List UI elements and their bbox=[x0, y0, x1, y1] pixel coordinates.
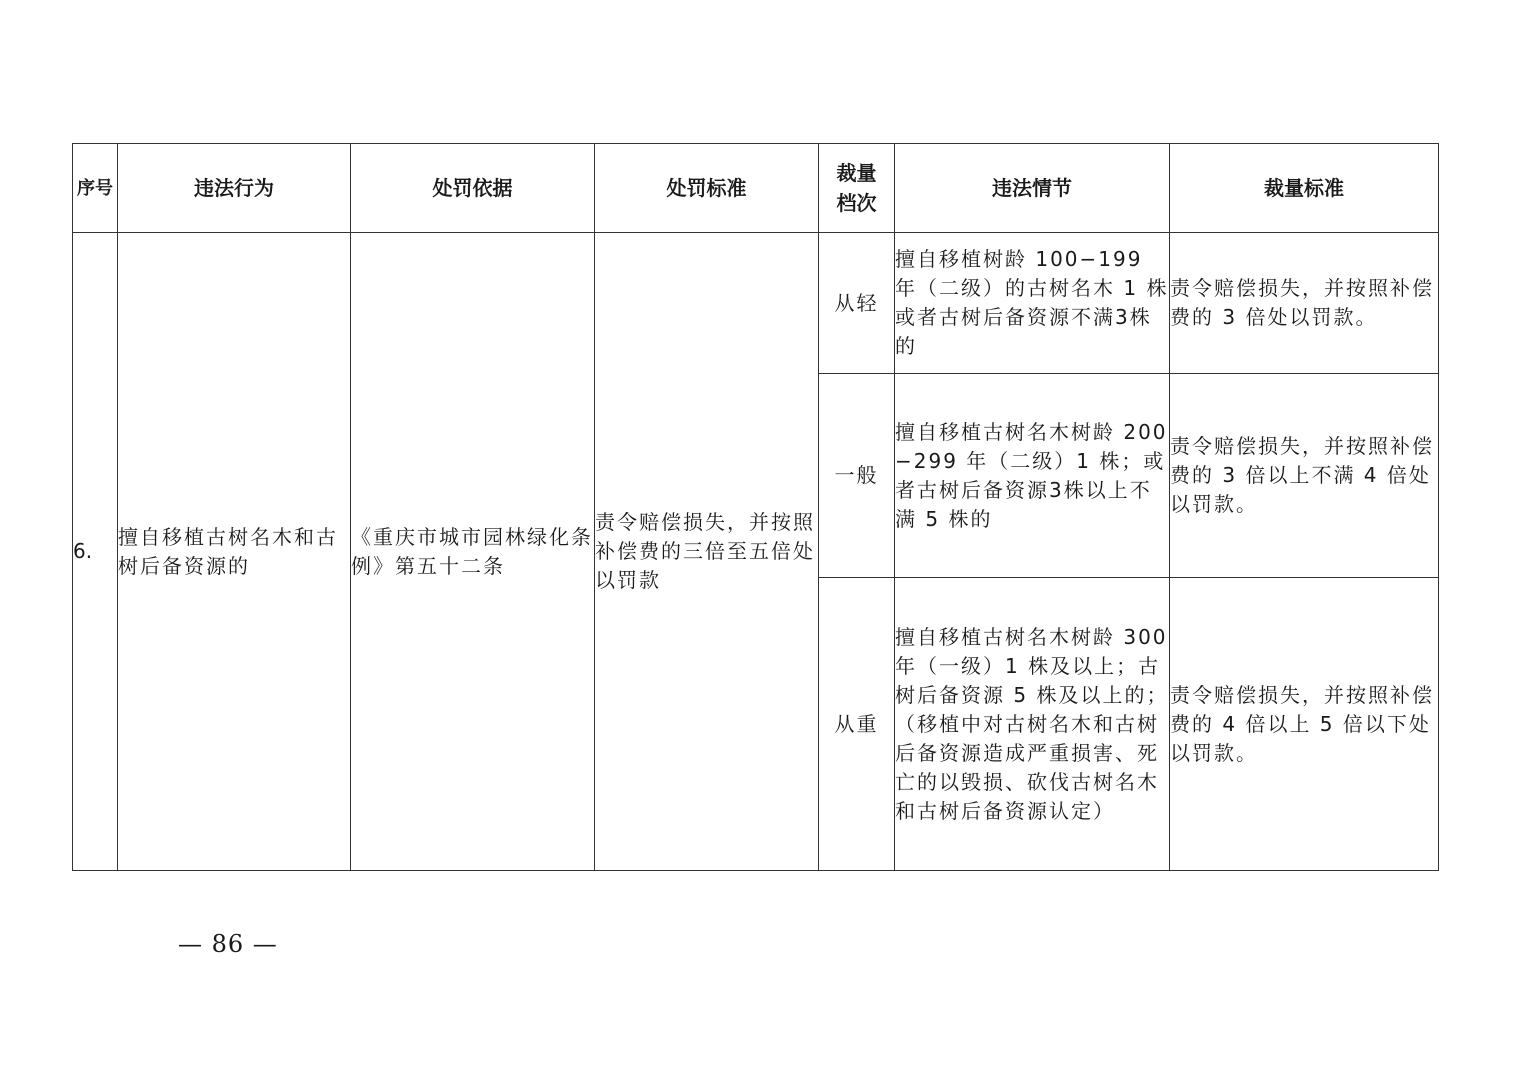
behavior-cell: 擅自移植古树名木和古树后备资源的 bbox=[118, 233, 351, 871]
discretion-cell-general: 责令赔偿损失，并按照补偿费的 3 倍以上不满 4 倍处以罚款。 bbox=[1170, 374, 1439, 578]
basis-cell: 《重庆市城市园林绿化条例》第五十二条 bbox=[351, 233, 595, 871]
row-index-cell: 6. bbox=[73, 233, 118, 871]
penalty-discretion-table bbox=[72, 143, 1439, 871]
table-body bbox=[73, 233, 1439, 871]
standard-cell: 责令赔偿损失，并按照补偿费的三倍至五倍处以罚款 bbox=[595, 233, 819, 871]
header-basis: 处罚依据 bbox=[351, 144, 595, 233]
header-row bbox=[73, 144, 1439, 233]
page-number: — 86 — bbox=[178, 930, 278, 958]
header-behavior: 违法行为 bbox=[118, 144, 351, 233]
discretion-cell-heavy: 责令赔偿损失，并按照补偿费的 4 倍以上 5 倍以下处以罚款。 bbox=[1170, 578, 1439, 871]
level-cell-heavy: 从重 bbox=[819, 578, 895, 871]
header-discretion: 裁量标准 bbox=[1170, 144, 1439, 233]
discretion-cell-light: 责令赔偿损失，并按照补偿费的 3 倍处以罚款。 bbox=[1170, 233, 1439, 374]
circumstance-cell-general: 擅自移植古树名木树龄 200−299 年（二级）1 株；或者古树后备资源3株以上不满 5 株的 bbox=[895, 374, 1170, 578]
level-cell-light: 从轻 bbox=[819, 233, 895, 374]
level-cell-general: 一般 bbox=[819, 374, 895, 578]
table-header bbox=[73, 144, 1439, 233]
header-circumstance: 违法情节 bbox=[895, 144, 1170, 233]
header-standard: 处罚标准 bbox=[595, 144, 819, 233]
header-index: 序号 bbox=[73, 144, 118, 233]
table-row bbox=[73, 233, 1439, 374]
header-level: 裁量档次 bbox=[819, 144, 895, 233]
circumstance-cell-heavy: 擅自移植古树名木树龄 300 年（一级）1 株及以上；古树后备资源 5 株及以上的；（移植中对古树名木和古树后备资源造成严重损害、死亡的以毁损、砍伐古树名木和古树后备资源认定） bbox=[895, 578, 1170, 871]
circumstance-cell-light: 擅自移植树龄 100−199 年（二级）的古树名木 1 株或者古树后备资源不满3株的 bbox=[895, 233, 1170, 374]
